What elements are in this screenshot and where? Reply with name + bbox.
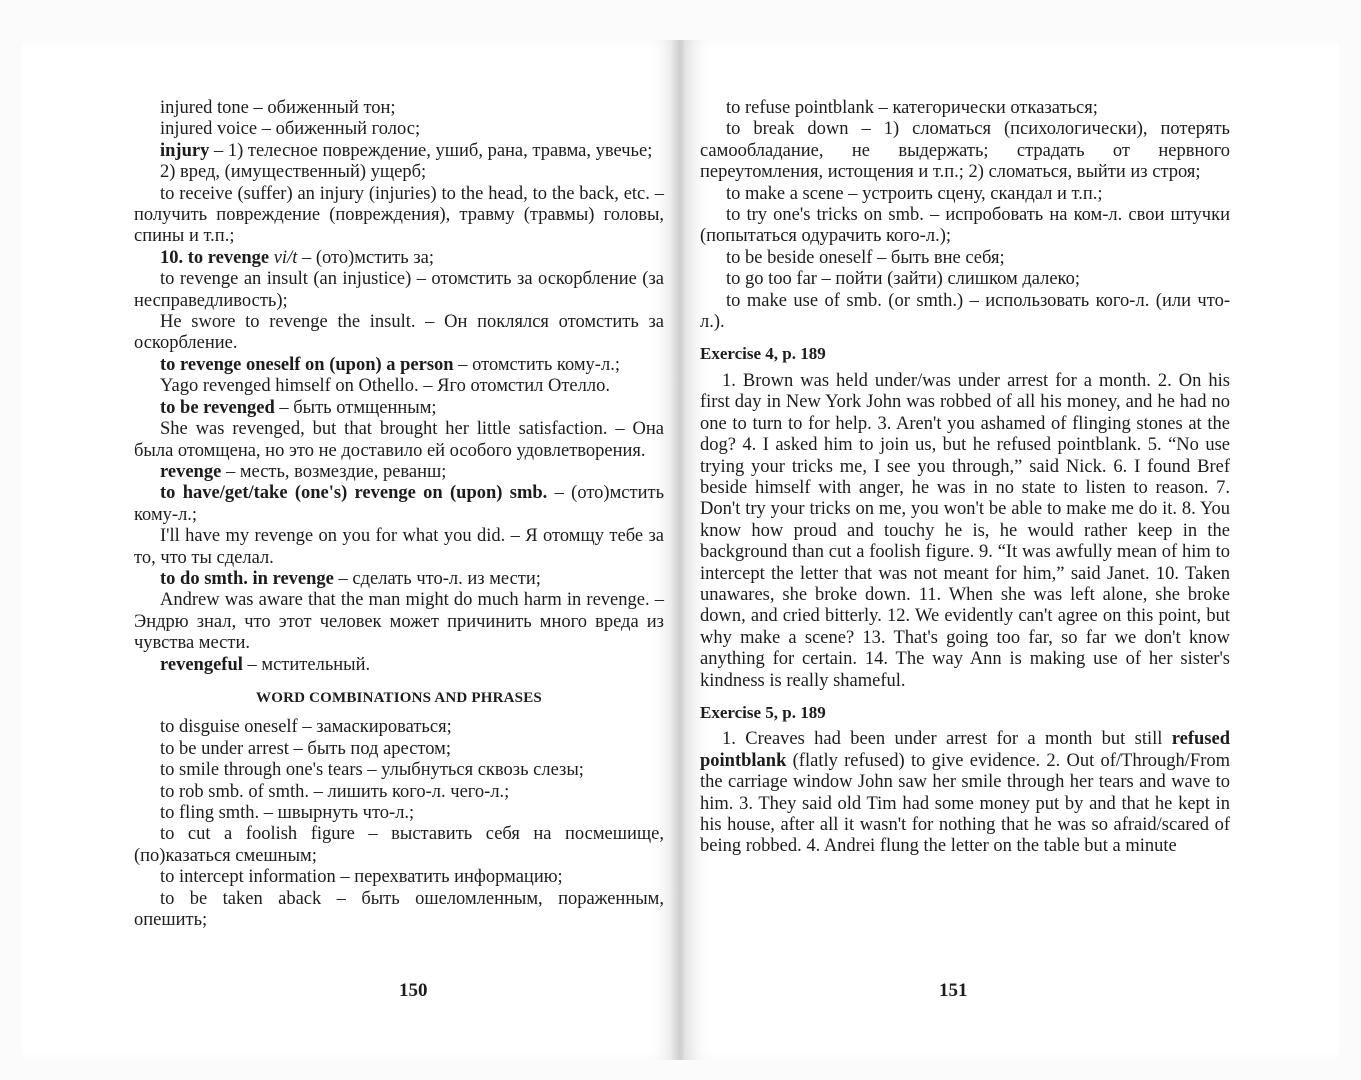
exercise-5-bold: refused pointblank — [700, 729, 1230, 771]
dictionary-entry: Yago revenged himself on Othello. – Яго отомстил Отелло. — [160, 376, 610, 397]
dictionary-entry: to revenge oneself on (upon) a person – отомстить кому-л.; — [160, 354, 620, 375]
phrase-item: to be under arrest – быть под арестом; — [160, 738, 452, 759]
dictionary-entry: to be revenged – быть отмщенным; — [160, 397, 437, 418]
phrase-item: to make a scene – устроить сцену, скандал и т.п.; — [726, 183, 1103, 204]
phrase-item: to go too far – пойти (зайти) слишком далеко; — [726, 269, 1080, 290]
dictionary-entry: 10. to revenge vi/t – (ото)мстить за; — [160, 247, 434, 268]
exercise-4-text: 1. Brown was held under/was under arrest for a month. 2. On his first day in New York John was robbed of all his money, and he had no one to turn to for help. 3. Aren't you ashamed of flinging stones at the dog? 4. I asked him to join us, but he refused pointblank. 5. “No use trying your tricks me, I see you through,” said Nick. 6. I found Bref beside himself with anger, he was in no state to listen to reason. 7. Don't try your tricks on me, you won't be able to make me do it. 8. You know how proud and touchy he is, he would rather keep in the background than cut a foolish figure. 9. “It was awfully mean of him to intercept the letter that was not meant for him,” said Janet. 10. Taken unawares, she broke down. 11. When she was left alone, she broke down, and cried bitterly. 12. We evidently can't agree on this point, but why make a scene? 13. That's going too far, so far we don't know anything for certain. 14. The way Ann is making use of her sister's kindness is really shameful. — [700, 370, 1230, 691]
dictionary-entry: Andrew was aware that the man might do much harm in revenge. – Эндрю знал, что этот человек может причинить много вреда из чувства мести. — [134, 590, 664, 654]
entry-headword: to be revenged — [160, 397, 275, 418]
exercise-5-text — [700, 729, 1230, 857]
right-phrases — [700, 98, 1230, 333]
left-page-text — [134, 98, 664, 931]
phrase-item: to rob smb. of smth. – лишить кого-л. чего-л.; — [160, 781, 510, 802]
entry-headword: 10. to revenge — [160, 247, 270, 268]
phrase-item: to fling smth. – швырнуть что-л.; — [160, 803, 415, 823]
dictionary-entry: injured voice – обиженный голос; — [160, 119, 421, 140]
dictionary-entry: injury – 1) телесное повреждение, ушиб, рана, травма, увечье; — [160, 140, 653, 161]
phrase-item: to make use of smb. (or smth.) – использовать кого-л. (или что-л.). — [700, 290, 1230, 333]
phrase-item: to be beside oneself – быть вне себя; — [726, 247, 1005, 268]
page-number-left: 150 — [399, 980, 428, 1001]
exercise-5-text-start: 1. Creaves had been under arrest for a month but still — [722, 729, 1172, 750]
dictionary-entry: injured tone – обиженный тон; — [160, 98, 396, 118]
dictionary-entry: to have/get/take (one's) revenge on (upon) smb. – (ото)мстить кому-л.; — [134, 483, 665, 525]
dictionary-entry: He swore to revenge the insult. – Он поклялся отомстить за оскорбление. — [134, 312, 664, 354]
exercise-5-title: Exercise 5, p. 189 — [700, 702, 826, 722]
phrase-item: to refuse pointblank – категорически отказаться; — [726, 98, 1098, 118]
phrase-item: to try one's tricks on smb. – испробовать на ком-л. свои штучки (попытаться одурачить кого-л.); — [700, 205, 1230, 247]
entry-headword: to do smth. in revenge — [160, 568, 334, 589]
dictionary-entry: to do smth. in revenge – сделать что-л. из мести; — [160, 568, 541, 589]
entry-headword: to have/get/take (one's) revenge on (upon) smb. — [160, 483, 548, 504]
phrase-item: to smile through one's tears – улыбнуться сквозь слезы; — [160, 760, 584, 781]
right-page-text — [700, 98, 1230, 858]
phrase-item: to cut a foolish figure – выставить себя на посмешище, (по)казаться смешным; — [134, 824, 664, 866]
dictionary-entry: I'll have my revenge on you for what you did. – Я отомщу тебе за то, что ты сделал. — [134, 526, 664, 568]
entry-headword: injury — [160, 140, 210, 161]
section-heading: WORD COMBINATIONS AND PHRASES — [256, 689, 542, 706]
entry-headword: revenge — [160, 461, 222, 482]
page-number-right: 151 — [939, 980, 968, 1001]
phrase-item: to break down – 1) сломаться (психологически), потерять самообладание, не выдержать; страдать от нервного переутомления, истощения и т.п.; 2) сломаться, выйти из строя; — [700, 119, 1230, 183]
grammar-mark: vi/t — [273, 247, 298, 268]
dictionary-entry: revengeful – мстительный. — [160, 654, 371, 675]
right-page — [684, 40, 1339, 1060]
phrase-item: to be taken aback – быть ошеломленным, пораженным, опешить; — [134, 888, 664, 931]
exercise-5-text-end: (flatly refused) to give evidence. 2. Out of/Through/From the carriage window John saw her smile through her tears and wave to him. 3. They said old Tim had some money put by and that he kept in his house, after all it wasn't for nothing that he was so afraid/scared of being robbed. 4. Andrei flung the letter on the table but a minute — [700, 750, 1230, 857]
dictionary-entry: to revenge an insult (an injustice) – отомстить за оскорбление (за несправедливость); — [134, 269, 664, 311]
entry-headword: revengeful — [160, 654, 243, 675]
left-entries — [134, 98, 664, 676]
dictionary-entry: revenge – месть, возмездие, реванш; — [160, 461, 447, 482]
phrase-item: to disguise oneself – замаскироваться; — [160, 717, 452, 738]
entry-headword: to revenge oneself on (upon) a person — [160, 354, 454, 375]
exercise-4-title: Exercise 4, p. 189 — [700, 344, 826, 364]
dictionary-entry: 2) вред, (имущественный) ущерб; — [160, 162, 427, 183]
left-phrases — [134, 717, 664, 931]
phrase-item: to intercept information – перехватить информацию; — [160, 867, 563, 888]
left-page — [22, 40, 677, 1060]
dictionary-entry: to receive (suffer) an injury (injuries) to the head, to the back, etc. – получить повреждение (повреждения), травму (травмы) головы, спины и т.п.; — [134, 183, 664, 247]
dictionary-entry: She was revenged, but that brought her little satisfaction. – Она была отомщена, но это не доставило ей особого удовлетворения. — [134, 419, 664, 461]
